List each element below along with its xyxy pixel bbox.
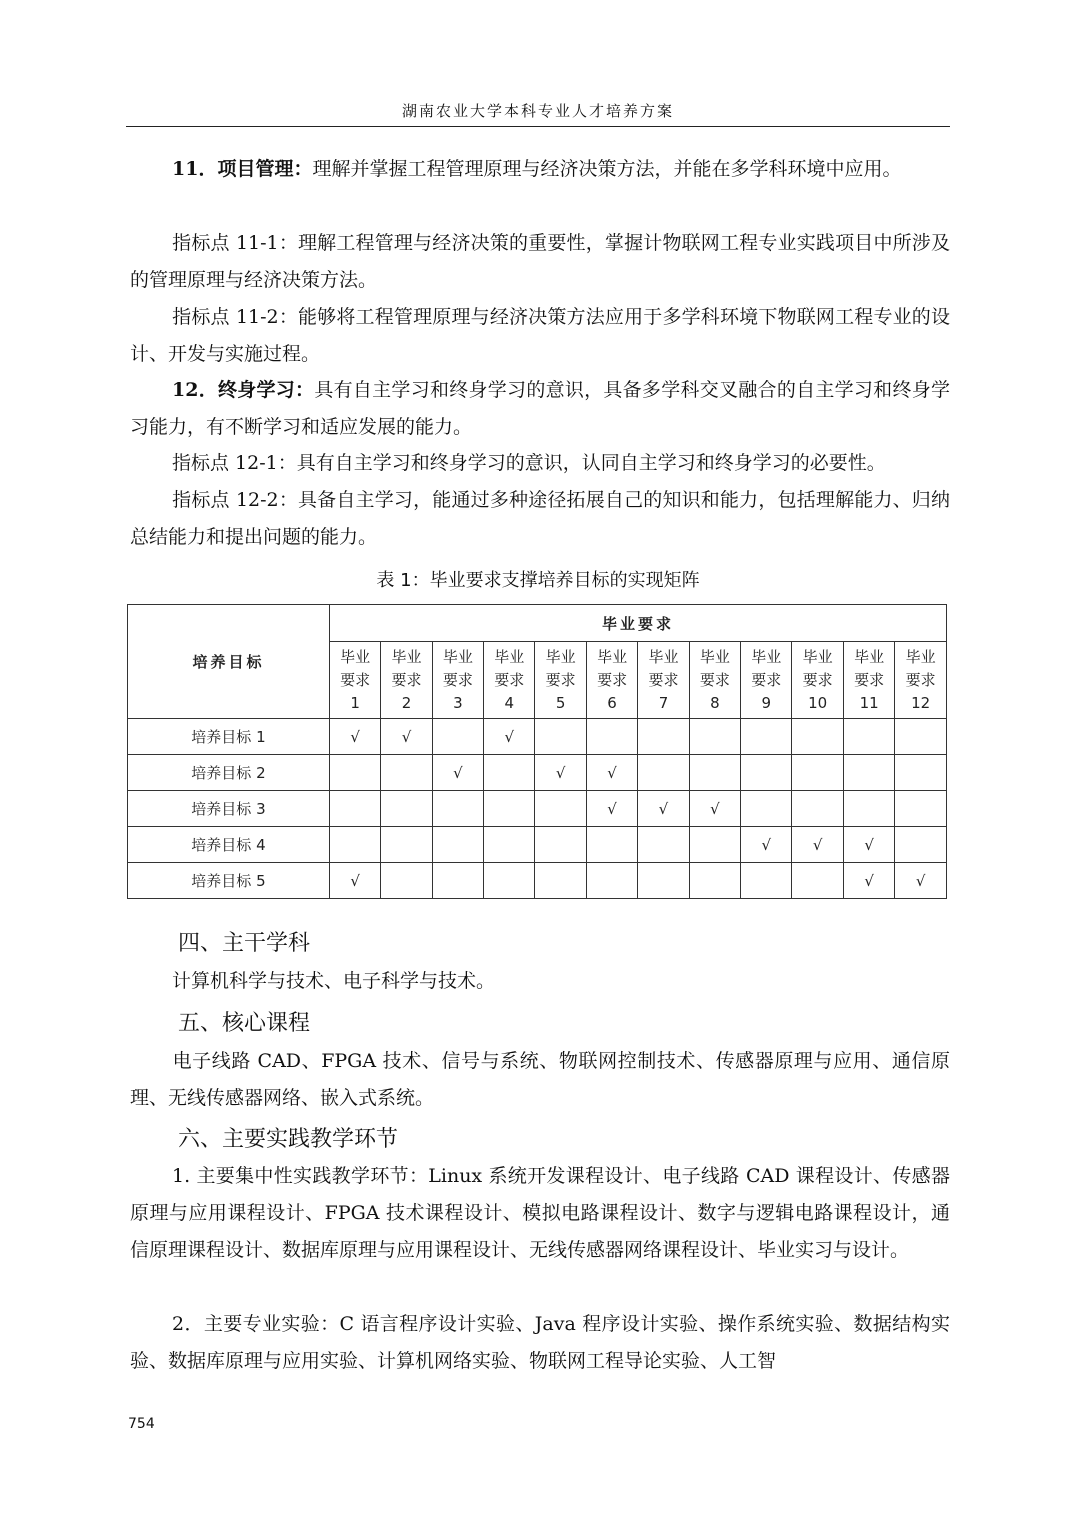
check-mark-cell: √ [586,791,637,827]
indicator-11-1-text: 指标点 11-1：理解工程管理与经济决策的重要性，掌握计物联网工程专业实践项目中所涉及的管理原理与经济决策方法。 [130,232,950,291]
check-mark-cell: √ [586,755,637,791]
check-mark-cell: √ [329,719,380,755]
check-mark-cell [792,791,843,827]
item-12-text: 具有自主学习和终身学习的意识，具备多学科交叉融合的自主学习和终身学习能力，有不断学习和适应发展的能力。 [130,379,950,438]
table-header-row [128,605,947,642]
check-mark-cell [535,827,586,863]
section-6-para-2 [130,1306,950,1380]
requirement-col-header [843,642,894,719]
requirement-col-header [895,642,947,719]
check-mark-cell [329,791,380,827]
requirement-col-header [329,642,380,719]
check-mark-cell [432,719,483,755]
check-mark-cell [638,827,689,863]
requirement-col-label: 要求 [699,670,730,689]
check-mark-cell [535,863,586,899]
check-mark-cell: √ [484,719,535,755]
check-mark-cell: √ [535,755,586,791]
check-mark-cell [895,755,947,791]
check-mark-cell: √ [381,719,432,755]
requirements-header: 毕业要求 [329,605,946,642]
requirement-col-label: 4 [504,693,515,712]
check-mark-cell [381,827,432,863]
requirement-col-header [689,642,740,719]
requirement-col-label: 要求 [340,670,371,689]
indicator-12-2-text: 指标点 12-2：具备自主学习，能通过多种途径拓展自己的知识和能力，包括理解能力、归纳总结能力和提出问题的能力。 [130,489,950,548]
indicator-11-1 [130,225,950,299]
requirement-col-label: 6 [607,693,617,712]
goal-cell: 培养目标 3 [128,791,330,827]
section-4-body: 计算机科学与技术、电子科学与技术。 [172,970,496,992]
check-mark-cell [638,719,689,755]
requirement-col-header [484,642,535,719]
indicator-12-2 [130,482,950,556]
check-mark-cell [741,791,792,827]
page-number: 754 [128,1416,155,1432]
check-mark-cell [535,719,586,755]
section-5-text [130,1043,950,1117]
requirement-col-label: 8 [710,693,720,712]
check-mark-cell: √ [792,827,843,863]
requirement-col-label: 毕业 [442,647,473,666]
check-mark-cell: √ [843,863,894,899]
check-mark-cell [381,863,432,899]
requirement-col-label: 3 [453,693,463,712]
goal-column-header: 培养目标 [128,605,330,719]
check-mark-cell [895,719,947,755]
section-5-title: 五、核心课程 [178,1011,311,1036]
check-mark-cell: √ [741,827,792,863]
header-rule [126,126,950,127]
check-mark-cell [792,755,843,791]
check-mark-cell [484,863,535,899]
check-mark-cell [895,791,947,827]
requirement-col-label: 要求 [391,670,422,689]
check-mark-cell [689,755,740,791]
requirement-col-label: 2 [401,693,412,712]
table-row [128,863,947,899]
requirement-col-label: 毕业 [905,647,936,666]
requirement-col-label: 毕业 [854,647,885,666]
requirement-col-label: 毕业 [391,647,422,666]
check-mark-cell [843,755,894,791]
check-mark-cell [689,863,740,899]
check-mark-cell [741,863,792,899]
page-header: 湖南农业大学本科专业人才培养方案 [401,102,674,120]
check-mark-cell: √ [329,863,380,899]
requirement-col-label: 毕业 [597,647,628,666]
requirement-col-label: 毕业 [494,647,525,666]
requirement-col-header [638,642,689,719]
requirement-col-label: 要求 [802,670,833,689]
check-mark-cell [586,719,637,755]
check-mark-cell [689,827,740,863]
check-mark-cell: √ [843,827,894,863]
matrix-body [128,719,947,899]
check-mark-cell [432,791,483,827]
indicator-11-2-text: 指标点 11-2：能够将工程管理原理与经济决策方法应用于多学科环境下物联网工程专业的设计、开发与实施过程。 [130,306,950,365]
table-caption: 表 1：毕业要求支撑培养目标的实现矩阵 [376,570,700,591]
check-mark-cell [484,755,535,791]
requirement-col-label: 1 [350,693,360,712]
requirement-col-label: 11 [859,693,879,712]
support-matrix-table [127,604,947,899]
check-mark-cell [329,827,380,863]
check-mark-cell [432,863,483,899]
requirement-col-label: 5 [555,693,566,712]
check-mark-cell: √ [638,791,689,827]
section-6-para-2-body: 2．主要专业实验：C 语言程序设计实验、Java 程序设计实验、操作系统实验、数据结构实验、数据库原理与应用实验、计算机网络实验、物联网工程导论实验、人工智 [130,1313,950,1372]
indicator-12-1 [130,445,950,482]
check-mark-cell [586,863,637,899]
item-12-heading: 12．终身学习： [172,379,315,401]
requirement-col-header [381,642,432,719]
section-4-text [130,963,950,1000]
item-11 [130,151,950,188]
check-mark-cell [792,719,843,755]
section-6-title: 六、主要实践教学环节 [178,1127,399,1152]
item-12 [130,372,950,446]
requirement-col-header [586,642,637,719]
check-mark-cell [741,755,792,791]
requirement-col-label: 毕业 [699,647,730,666]
check-mark-cell [535,791,586,827]
item-11-heading: 11．项目管理： [172,158,313,180]
check-mark-cell [638,755,689,791]
requirement-col-label: 毕业 [802,647,833,666]
requirement-col-label: 要求 [545,670,576,689]
requirement-col-label: 要求 [597,670,628,689]
indicator-12-1-text: 指标点 12-1：具有自主学习和终身学习的意识，认同自主学习和终身学习的必要性。 [172,452,886,474]
check-mark-cell [638,863,689,899]
indicator-11-2 [130,299,950,373]
requirement-col-label: 毕业 [648,647,679,666]
requirement-col-label: 要求 [494,670,525,689]
check-mark-cell [484,791,535,827]
requirement-col-header [741,642,792,719]
requirement-col-label: 要求 [648,670,679,689]
requirement-col-label: 要求 [442,670,473,689]
check-mark-cell [381,791,432,827]
requirement-col-header [432,642,483,719]
check-mark-cell [381,755,432,791]
goal-cell: 培养目标 1 [128,719,330,755]
table-row [128,755,947,791]
requirement-col-label: 要求 [905,670,936,689]
check-mark-cell [741,719,792,755]
requirement-col-label: 12 [911,693,931,712]
table-row [128,791,947,827]
check-mark-cell [843,791,894,827]
check-mark-cell [792,863,843,899]
section-5-body: 电子线路 CAD、FPGA 技术、信号与系统、物联网控制技术、传感器原理与应用、通信原理、无线传感器网络、嵌入式系统。 [130,1050,950,1109]
table-row [128,827,947,863]
section-4-title: 四、主干学科 [178,931,311,956]
requirement-col-label: 毕业 [545,647,576,666]
section-6-para-1-body: 1. 主要集中性实践教学环节：Linux 系统开发课程设计、电子线路 CAD 课程设计、传感器原理与应用课程设计、FPGA 技术课程设计、模拟电路课程设计、数字与逻辑电路课程设计，通信原理课程设计、数据库原理与应用课程设计、无线传感器网络课程设计、毕业实习与设计。 [130,1165,950,1261]
requirement-col-header [792,642,843,719]
requirement-col-label: 7 [658,693,669,712]
requirement-col-label: 毕业 [751,647,782,666]
requirement-col-label: 9 [761,693,772,712]
check-mark-cell: √ [895,863,947,899]
table-row [128,719,947,755]
goal-cell: 培养目标 5 [128,863,330,899]
check-mark-cell [329,755,380,791]
goal-cell: 培养目标 2 [128,755,330,791]
goal-cell: 培养目标 4 [128,827,330,863]
check-mark-cell [689,719,740,755]
check-mark-cell: √ [432,755,483,791]
requirement-col-label: 毕业 [340,647,371,666]
check-mark-cell [843,719,894,755]
check-mark-cell [484,827,535,863]
requirement-col-label: 10 [808,693,828,712]
item-11-text: 理解并掌握工程管理原理与经济决策方法，并能在多学科环境中应用。 [312,158,902,180]
requirement-col-label: 要求 [854,670,885,689]
check-mark-cell [586,827,637,863]
check-mark-cell [432,827,483,863]
requirement-col-header [535,642,586,719]
requirement-col-label: 要求 [751,670,782,689]
check-mark-cell [895,827,947,863]
check-mark-cell: √ [689,791,740,827]
section-6-para-1 [130,1158,950,1269]
